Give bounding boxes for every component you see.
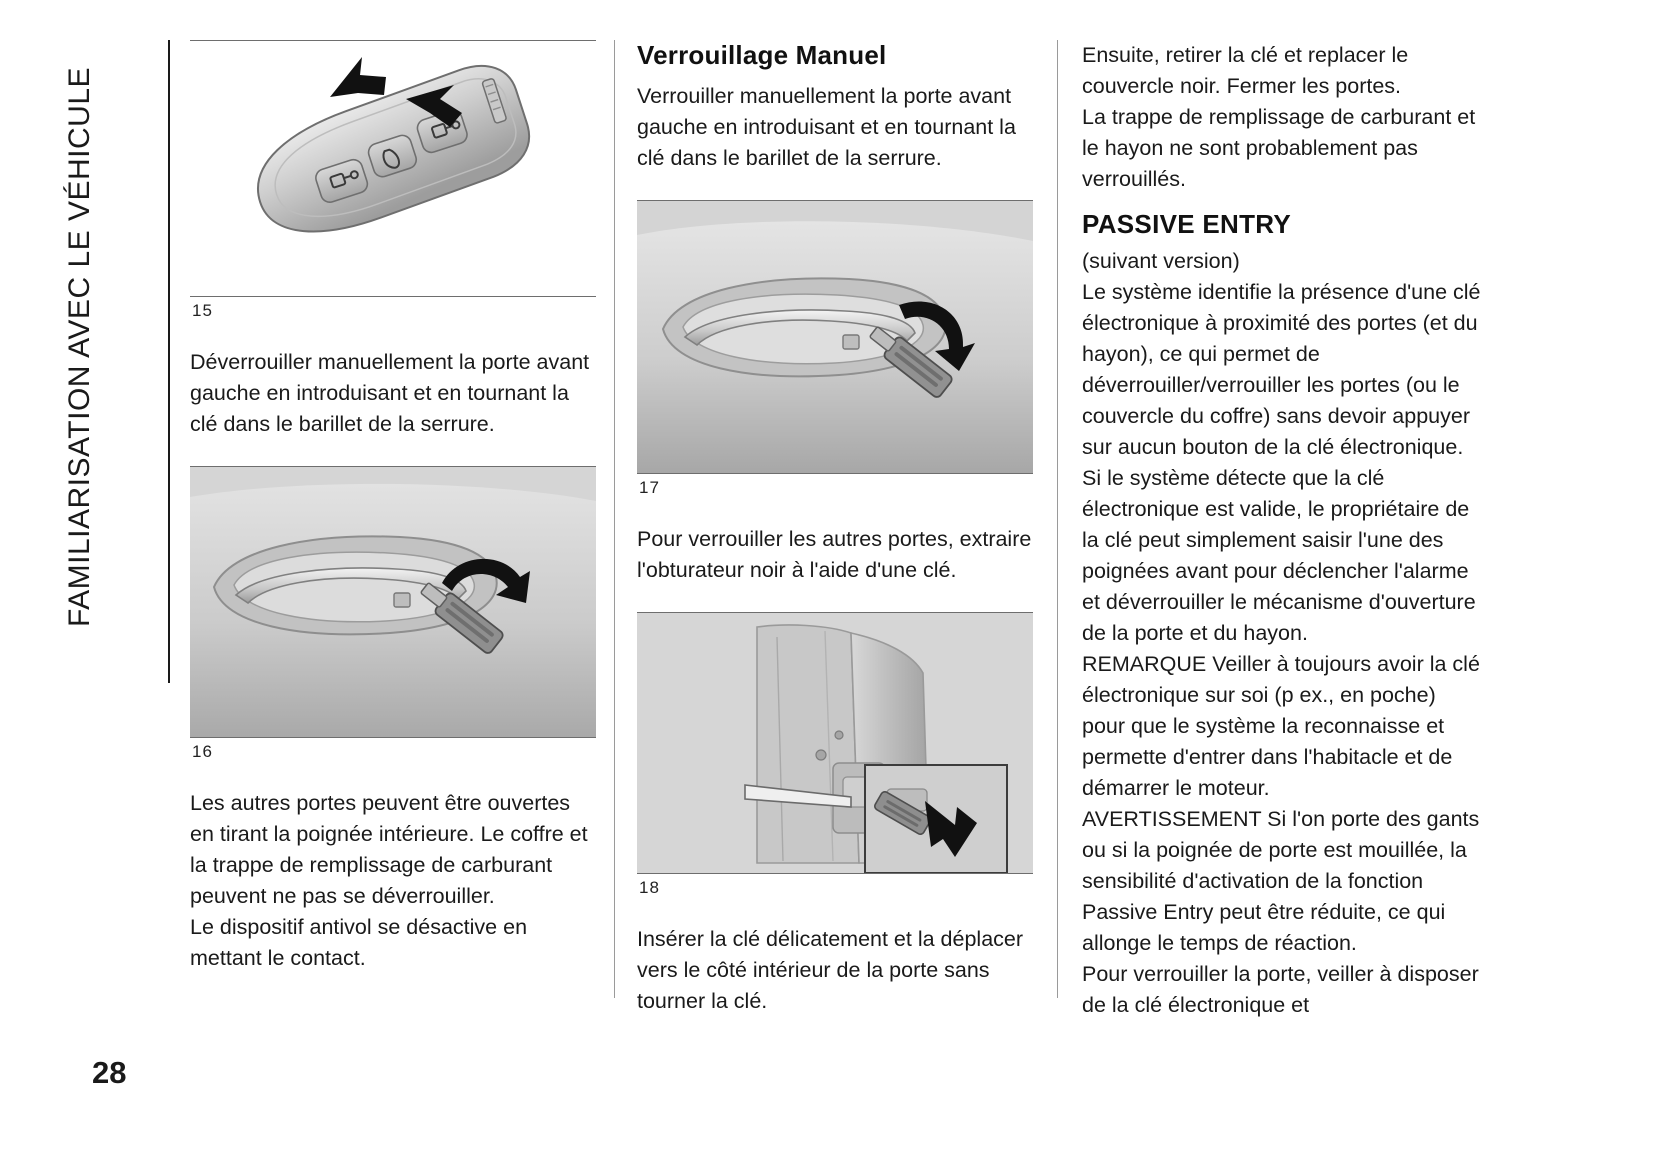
column3-paragraph-2: La trappe de remplissage de carburant et le hayon ne sont probablement pas verrouillés. bbox=[1082, 105, 1476, 191]
figure-18-image bbox=[637, 612, 1033, 874]
column1-paragraph-1: Déverrouiller manuellement la porte avant gauche en introduisant et en tournant la clé dans le barillet de la serrure. bbox=[190, 350, 590, 436]
column3-paragraph-3: (suivant version) bbox=[1082, 249, 1240, 273]
figure-18 bbox=[637, 612, 1033, 898]
column1-paragraph-2: Les autres portes peuvent être ouvertes en tirant la poignée intérieure. Le coffre et la trappe de remplissage de carburant peuvent ne pas se déverrouiller. bbox=[190, 791, 588, 908]
column3-paragraph-4: Le système identifie la présence d'une clé électronique à proximité des portes (et du hayon), ce qui permet de déverrouiller/verrouiller les portes (ou le couvercle du coffre) sans devoir appuyer sur aucun bouton de la clé électronique. bbox=[1082, 280, 1481, 459]
figure-16-image bbox=[190, 466, 596, 738]
column3-paragraph-7: AVERTISSEMENT Si l'on porte des gants ou si la poignée de porte est mouillée, la sensibilité d'activation de la fonction Passive Entry peut être réduite, ce qui allonge le temps de réaction. bbox=[1082, 807, 1480, 955]
column3-paragraph-5: Si le système détecte que la clé électronique est valide, le propriétaire de la clé peut simplement saisir l'une des poignées avant pour déclencher l'alarme et déverrouiller le mécanisme d'ouverture de la porte et du hayon. bbox=[1082, 466, 1476, 645]
figure-17 bbox=[637, 200, 1033, 498]
chapter-title-text: FAMILIARISATION AVEC LE VÉHICULE bbox=[63, 66, 96, 628]
page-number: 28 bbox=[92, 1055, 127, 1090]
column-divider-1 bbox=[614, 40, 615, 998]
figure-16 bbox=[190, 466, 596, 762]
column2-paragraph-2: Pour verrouiller les autres portes, extraire l'obturateur noir à l'aide d'une clé. bbox=[637, 527, 1032, 582]
figure-15-caption: 15 bbox=[192, 301, 213, 320]
column3-paragraph-8: Pour verrouiller la porte, veiller à disposer de la clé électronique et bbox=[1082, 962, 1479, 1017]
column-3 bbox=[1082, 40, 1482, 1021]
column2-paragraph-1: Verrouiller manuellement la porte avant gauche en introduisant et en tournant la clé dans le barillet de la serrure. bbox=[637, 84, 1016, 170]
figure-15 bbox=[190, 40, 596, 321]
column3-paragraph-6: REMARQUE Veiller à toujours avoir la clé électronique sur soi (p ex., en poche) pour que le système la reconnaisse et permette d'entrer dans l'habitacle et de démarrer le moteur. bbox=[1082, 652, 1480, 800]
figure-15-image bbox=[190, 40, 596, 297]
section-heading-verrouillage-manuel: Verrouillage Manuel bbox=[637, 40, 887, 70]
column-2 bbox=[637, 40, 1033, 1017]
column2-paragraph-3: Insérer la clé délicatement et la déplacer vers le côté intérieur de la porte sans tourner la clé. bbox=[637, 927, 1024, 1013]
column-divider-2 bbox=[1057, 40, 1058, 998]
section-heading-passive-entry bbox=[1082, 209, 1482, 240]
chapter-side-title bbox=[0, 0, 180, 1165]
column1-paragraph-3: Le dispositif antivol se désactive en mettant le contact. bbox=[190, 915, 528, 970]
figure-18-caption: 18 bbox=[639, 878, 660, 897]
figure-17-image bbox=[637, 200, 1033, 474]
figure-17-caption: 17 bbox=[639, 478, 660, 497]
column3-paragraph-1: Ensuite, retirer la clé et replacer le couvercle noir. Fermer les portes. bbox=[1082, 43, 1409, 98]
chapter-title-rule bbox=[168, 40, 170, 683]
passive-entry-heading-text: PASSIVE ENTRY bbox=[1082, 209, 1292, 239]
column-1 bbox=[190, 40, 596, 974]
figure-16-caption: 16 bbox=[192, 742, 213, 761]
